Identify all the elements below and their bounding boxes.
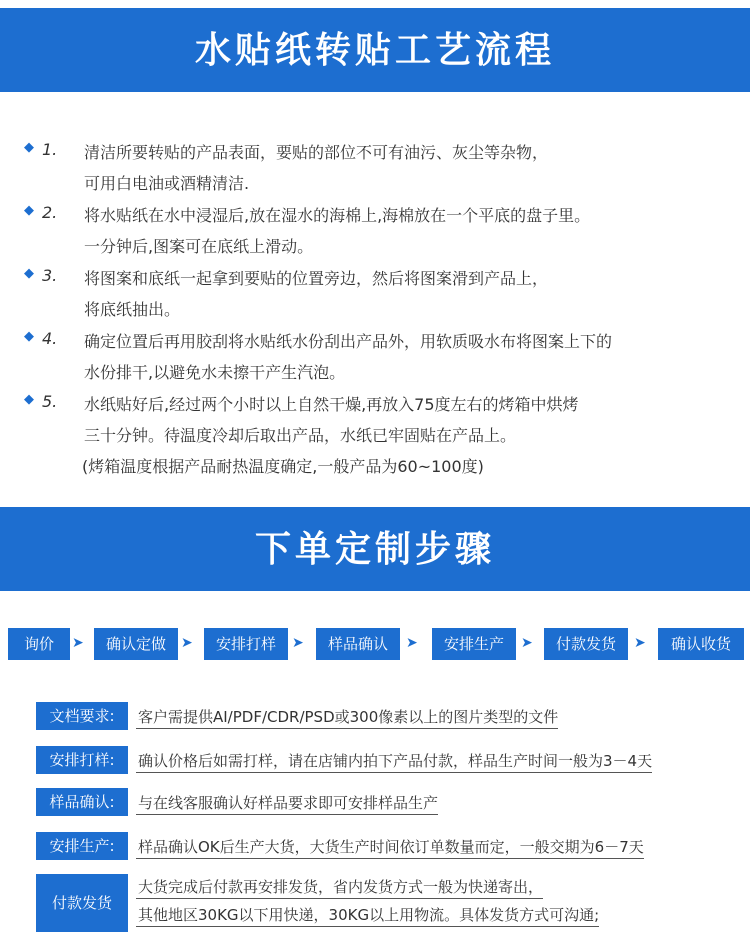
arrow-right-icon: ➤ xyxy=(521,635,533,651)
flow-step-production: 安排生产 xyxy=(432,628,516,660)
flow-step-receive: 确认收货 xyxy=(658,628,744,660)
step-text: 清洁所要转贴的产品表面，要贴的部位不可有油污、灰尘等杂物， xyxy=(84,143,549,162)
step-text: 将图案和底纸一起拿到要贴的位置旁边，然后将图案滑到产品上， xyxy=(84,269,549,288)
arrow-right-icon: ➤ xyxy=(181,635,193,651)
step-text: 水纸贴好后,经过两个小时以上自然干燥,再放入75度左右的烤箱中烘烤 xyxy=(84,395,579,414)
detail-tag: 付款发货 xyxy=(36,874,128,932)
diamond-icon: ◆ xyxy=(24,203,34,218)
detail-text: 确认价格后如需打样，请在店铺内拍下产品付款，样品生产时间一般为3－4天 xyxy=(136,750,652,773)
diamond-icon: ◆ xyxy=(24,329,34,344)
flow-step-inquiry: 询价 xyxy=(8,628,70,660)
step-text: 一分钟后,图案可在底纸上滑动。 xyxy=(84,237,314,256)
step-number: 3. xyxy=(42,266,58,285)
detail-tag: 安排打样: xyxy=(36,746,128,774)
step-number: 4. xyxy=(42,329,58,348)
order-banner xyxy=(0,507,750,591)
arrow-right-icon: ➤ xyxy=(406,635,418,651)
diamond-icon: ◆ xyxy=(24,140,34,155)
diamond-icon: ◆ xyxy=(24,266,34,281)
process-banner xyxy=(0,8,750,92)
detail-tag: 安排生产: xyxy=(36,832,128,860)
flow-step-payment: 付款发货 xyxy=(544,628,628,660)
flow-step-confirm-custom: 确认定做 xyxy=(94,628,178,660)
order-title: 下单定制步骤 xyxy=(254,528,495,570)
arrow-right-icon: ➤ xyxy=(292,635,304,651)
diamond-icon: ◆ xyxy=(24,392,34,407)
arrow-right-icon: ➤ xyxy=(634,635,646,651)
flow-step-sampling: 安排打样 xyxy=(204,628,288,660)
flow-step-sample-confirm: 样品确认 xyxy=(316,628,400,660)
step-text: 将水贴纸在水中浸湿后,放在湿水的海棉上,海棉放在一个平底的盘子里。 xyxy=(84,206,591,225)
order-flow xyxy=(0,628,750,660)
step-number: 1. xyxy=(42,140,58,159)
step-number: 2. xyxy=(42,203,58,222)
detail-tag: 文档要求: xyxy=(36,702,128,730)
step-text: 将底纸抽出。 xyxy=(84,300,181,319)
arrow-right-icon: ➤ xyxy=(72,635,84,651)
detail-text: 样品确认OK后生产大货，大货生产时间依订单数量而定，一般交期为6－7天 xyxy=(136,836,644,859)
step-text: 确定位置后再用胶刮将水贴纸水份刮出产品外，用软质吸水布将图案上下的 xyxy=(84,332,613,351)
detail-text: 与在线客服确认好样品要求即可安排样品生产 xyxy=(136,792,438,815)
detail-text: 其他地区30KG以下用快递，30KG以上用物流。具体发货方式可沟通; xyxy=(136,904,599,927)
detail-text: 大货完成后付款再安排发货，省内发货方式一般为快递寄出， xyxy=(136,876,543,899)
step-number: 5. xyxy=(42,392,58,411)
step-text: 可用白电油或酒精清洁. xyxy=(84,174,250,193)
process-title: 水贴纸转贴工艺流程 xyxy=(194,29,555,71)
detail-tag: 样品确认: xyxy=(36,788,128,816)
step-text: 水份排干,以避免水未擦干产生汽泡。 xyxy=(84,363,346,382)
step-text: 三十分钟。待温度冷却后取出产品，水纸已牢固贴在产品上。 xyxy=(84,426,517,445)
step-note: (烤箱温度根据产品耐热温度确定,一般产品为60~100度) xyxy=(82,457,484,476)
detail-text: 客户需提供AI/PDF/CDR/PSD或300像素以上的图片类型的文件 xyxy=(136,706,558,729)
